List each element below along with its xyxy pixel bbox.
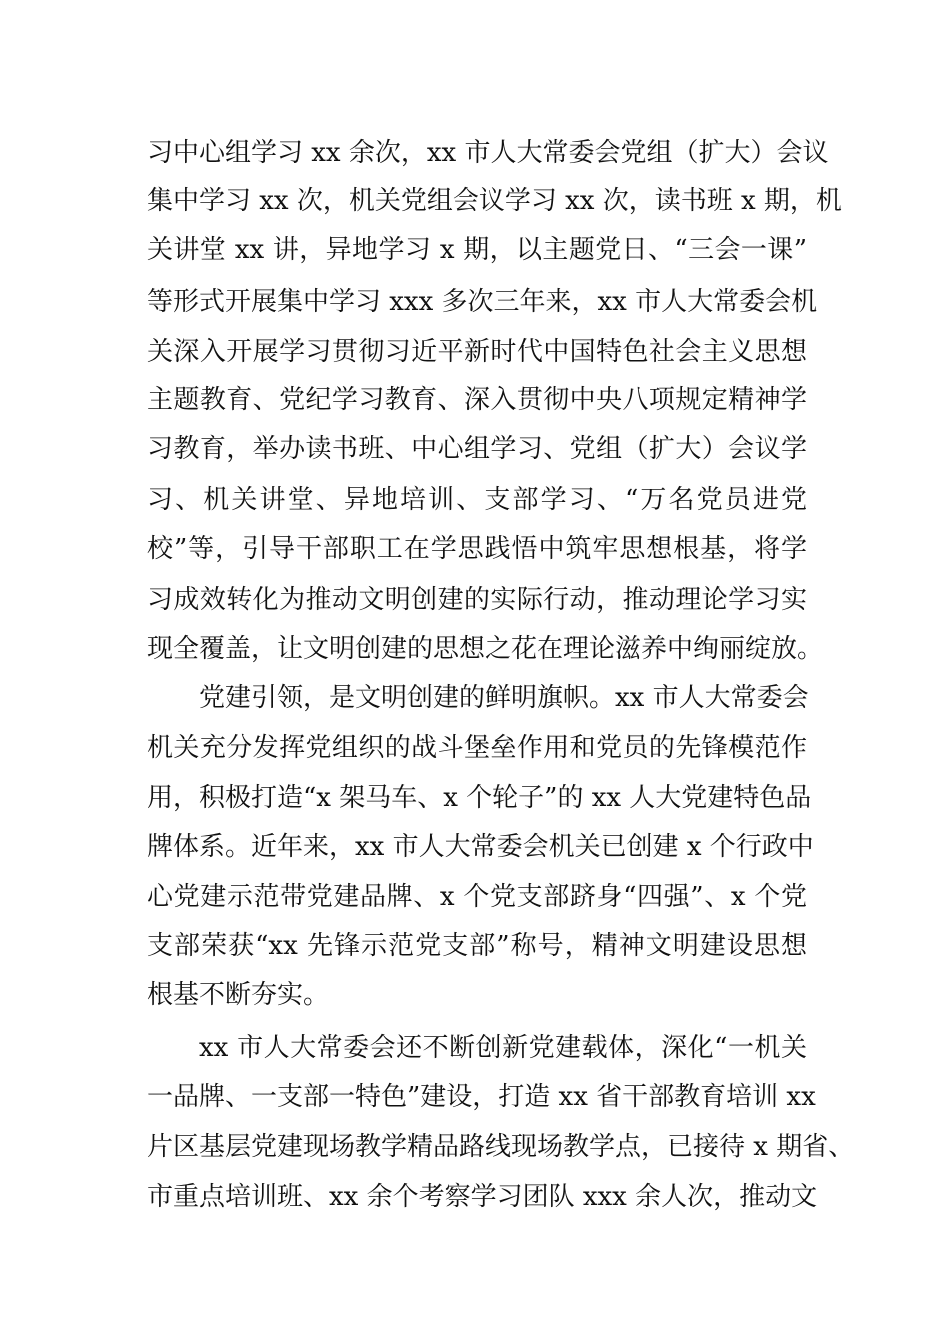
text-line: 主题教育、党纪学习教育、深入贯彻中央八项规定精神学: [147, 385, 807, 415]
text-line: 习教育，举办读书班、中心组学习、党组（扩大）会议学: [147, 434, 807, 464]
text-line: 市重点培训班、xx 余个考察学习团队 xxx 余人次，推动文: [147, 1182, 818, 1212]
text-line: 一品牌、一支部一特色”建设，打造 xx 省干部教育培训 xx: [147, 1082, 816, 1112]
text-line: 等形式开展集中学习 xxx 多次三年来，xx 市人大常委会机: [147, 287, 818, 317]
text-line: 机关充分发挥党组织的战斗堡垒作用和党员的先锋模范作: [147, 733, 807, 763]
text-line: 心党建示范带党建品牌、x 个党支部跻身“四强”、x 个党: [147, 882, 807, 912]
text-line: 关讲堂 xx 讲，异地学习 x 期，以主题党日、“三会一课”: [147, 235, 807, 265]
text-line: 支部荣获“xx 先锋示范党支部”称号，精神文明建设思想: [147, 931, 807, 961]
text-line: 校”等，引导干部职工在学思践悟中筑牢思想根基，将学: [147, 534, 807, 564]
paragraph-first-line: xx 市人大常委会还不断创新党建载体，深化“一机关: [199, 1033, 807, 1063]
text-line: 牌体系。近年来，xx 市人大常委会机关已创建 x 个行政中: [147, 832, 814, 862]
text-line: 集中学习 xx 次，机关党组会议学习 xx 次，读书班 x 期，机: [147, 186, 842, 216]
text-line: 关深入开展学习贯彻习近平新时代中国特色社会主义思想: [147, 337, 807, 367]
text-line: 现全覆盖，让文明创建的思想之花在理论滋养中绚丽绽放。: [147, 634, 824, 664]
paragraph-first-line: 党建引领，是文明创建的鲜明旗帜。xx 市人大常委会: [199, 683, 809, 713]
text-line: 用，积极打造“x 架马车、x 个轮子”的 xx 人大党建特色品: [147, 783, 812, 813]
text-line: 根基不断夯实。: [147, 980, 330, 1010]
text-line: 习成效转化为推动文明创建的实际行动，推动理论学习实: [147, 585, 807, 615]
text-line: 习中心组学习 xx 余次，xx 市人大常委会党组（扩大）会议: [147, 138, 829, 168]
text-line: 片区基层党建现场教学精品路线现场教学点，已接待 x 期省、: [147, 1132, 855, 1162]
text-line: 习、机关讲堂、异地培训、支部学习、“万名党员进党: [147, 485, 807, 515]
